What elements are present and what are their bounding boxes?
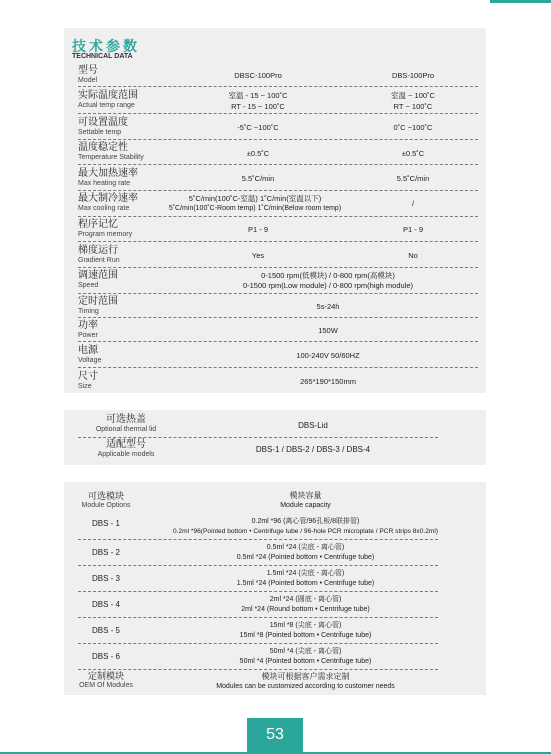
module-oem-row: 定制模块 OEM Of Modules 模块可根据客户需求定制 Modules can be customized according to customer needs <box>79 671 395 690</box>
spec-row-timing: 定时范围 Timing 5s-24h <box>78 297 478 318</box>
section-title-cn: 技术参数 <box>72 38 140 54</box>
module-row: DBS - 2 0.5ml *24 (尖底 - 离心管) 0.5ml *24 (Pointed bottom • Centrifuge tube) <box>78 541 438 566</box>
spec-row-actual-temp: 实际温度范围 Actual temp range 室温 - 15 ~ 100˚C RT - 15 ~ 100˚C 室温 ~ 100˚C RT ~ 100˚C <box>78 91 478 114</box>
spec-row-gradient-run: 梯度运行 Gradient Run Yes No <box>78 246 478 268</box>
spec-row-model: 型号 Model DBSC-100Pro DBS-100Pro <box>78 66 478 87</box>
module-options-panel <box>64 482 486 695</box>
spec-row-voltage: 电源 Voltage 100-240V 50/60HZ <box>78 346 478 368</box>
spec-row-speed: 调速范围 Speed 0-1500 rpm(低模块) / 0-800 rpm(高模块) 0-1500 rpm(Low module) / 0-800 rpm(high module) <box>78 271 478 294</box>
model-dbsc: DBSC-100Pro <box>234 71 282 80</box>
spec-row-program-memory: 程序记忆 Program memory P1 - 9 P1 - 9 <box>78 220 478 242</box>
page-number: 53 <box>247 718 303 752</box>
module-header-row: 可选模块 Module Options 模块容量 Module capacity <box>81 491 331 509</box>
module-row: DBS - 6 50ml *4 (尖底 - 离心管) 50ml *4 (Pointed bottom • Centrifuge tube) <box>78 645 438 670</box>
top-accent-rule <box>490 0 551 3</box>
module-row: DBS - 4 2ml *24 (圆底 - 离心管) 2ml *24 (Round bottom • Centrifuge tube) <box>78 593 438 618</box>
spec-row-power: 功率 Power 150W <box>78 321 478 342</box>
spec-row-stability: 温度稳定性 Temperature Stability ±0.5˚C ±0.5˚C <box>78 143 478 165</box>
thermal-lid-panel <box>64 410 486 465</box>
module-row: DBS - 3 1.5ml *24 (尖底 - 离心管) 1.5ml *24 (Pointed bottom • Centrifuge tube) <box>78 567 438 592</box>
technical-data-panel <box>64 28 486 393</box>
spec-row-size: 尺寸 Size 265*190*150mm <box>78 371 356 390</box>
lid-row-optional: 可选热盖 Optional thermal lid DBS-Lid <box>78 415 438 438</box>
model-dbs: DBS-100Pro <box>391 71 435 80</box>
spec-row-cooling-rate: 最大制冷速率 Max cooling rate 5˚C/min(100˚C-室温) 1˚C/min(室温以下) 5˚C/min(100˚C-Room temp) 1˚C/min(Below room temp) / <box>78 194 478 217</box>
spec-row-settable-temp: 可设置温度 Settable temp -5˚C ~100˚C 0˚C ~100˚C <box>78 118 478 140</box>
module-row: DBS - 5 15ml *8 (尖底 - 离心管) 15ml *8 (Pointed bottom • Centrifuge tube) <box>78 619 438 644</box>
module-row: DBS - 1 0.2ml *96 (离心管/96孔板/8联排管) 0.2ml *96(Pointed bottom • Centrifuge tube / 96-hole PCR microplate / PCR strips 8x0.2ml) <box>78 515 438 540</box>
section-title-en: TECHNICAL DATA <box>72 53 133 60</box>
lid-row-applicable: 适配型号 Applicable models DBS-1 / DBS-2 / DBS-3 / DBS-4 <box>97 439 371 458</box>
spec-row-heating-rate: 最大加热速率 Max heating rate 5.5˚C/min 5.5˚C/min <box>78 169 478 191</box>
